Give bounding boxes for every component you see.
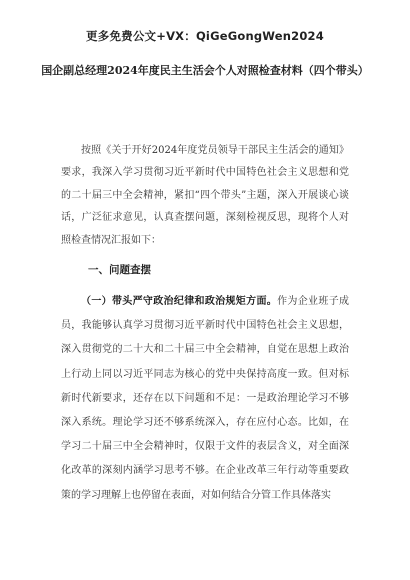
subsection-heading: （一）带头严守政治纪律和政治规矩方面。 xyxy=(81,296,278,307)
intro-text: 按照《关于开好2024年度党员领导干部民主生活会的通知》要求，我深入学习贯彻习近平新时代中国特色社会主义思想和党的二十届三中全会精神，紧扣“四个带头”主题，深入开展谈心谈话，广泛征求意见，认真查摆问题，深刻检视反思，现将个人对照检查情况汇报如下： xyxy=(61,145,349,246)
subsection-paragraph xyxy=(61,290,349,508)
intro-paragraph xyxy=(61,140,349,252)
document-title: 国企副总经理2024年度民主生活会个人对照检查材料（四个带头） xyxy=(41,64,369,77)
subsection-body: 作为企业班子成员，我能够认真学习贯彻习近平新时代中国特色社会主义思想，深入贯彻党的二十大和二十届三中全会精神，自觉在思想上政治上行动上同以习近平同志为核心的党中央保持高度一致。但对标新时代新要求，还存在以下问题和不足：一是政治理论学习不够深入系统。理论学习还不够系统深入，存在应付心态。比如，在学习二十届三中全会精神时，仅限于文件的表层含义，对全面深化改革的深刻内涵学习思考不够。在企业改革三年行动等重要政策的学习理解上也停留在表面，对如何结合分管工作具体落实 xyxy=(61,296,350,501)
page-header: 更多免费公文+VX：QiGeGongWen2024 xyxy=(86,29,324,43)
subsection-text xyxy=(61,290,349,508)
section-heading: 一、问题查摆 xyxy=(88,264,151,276)
